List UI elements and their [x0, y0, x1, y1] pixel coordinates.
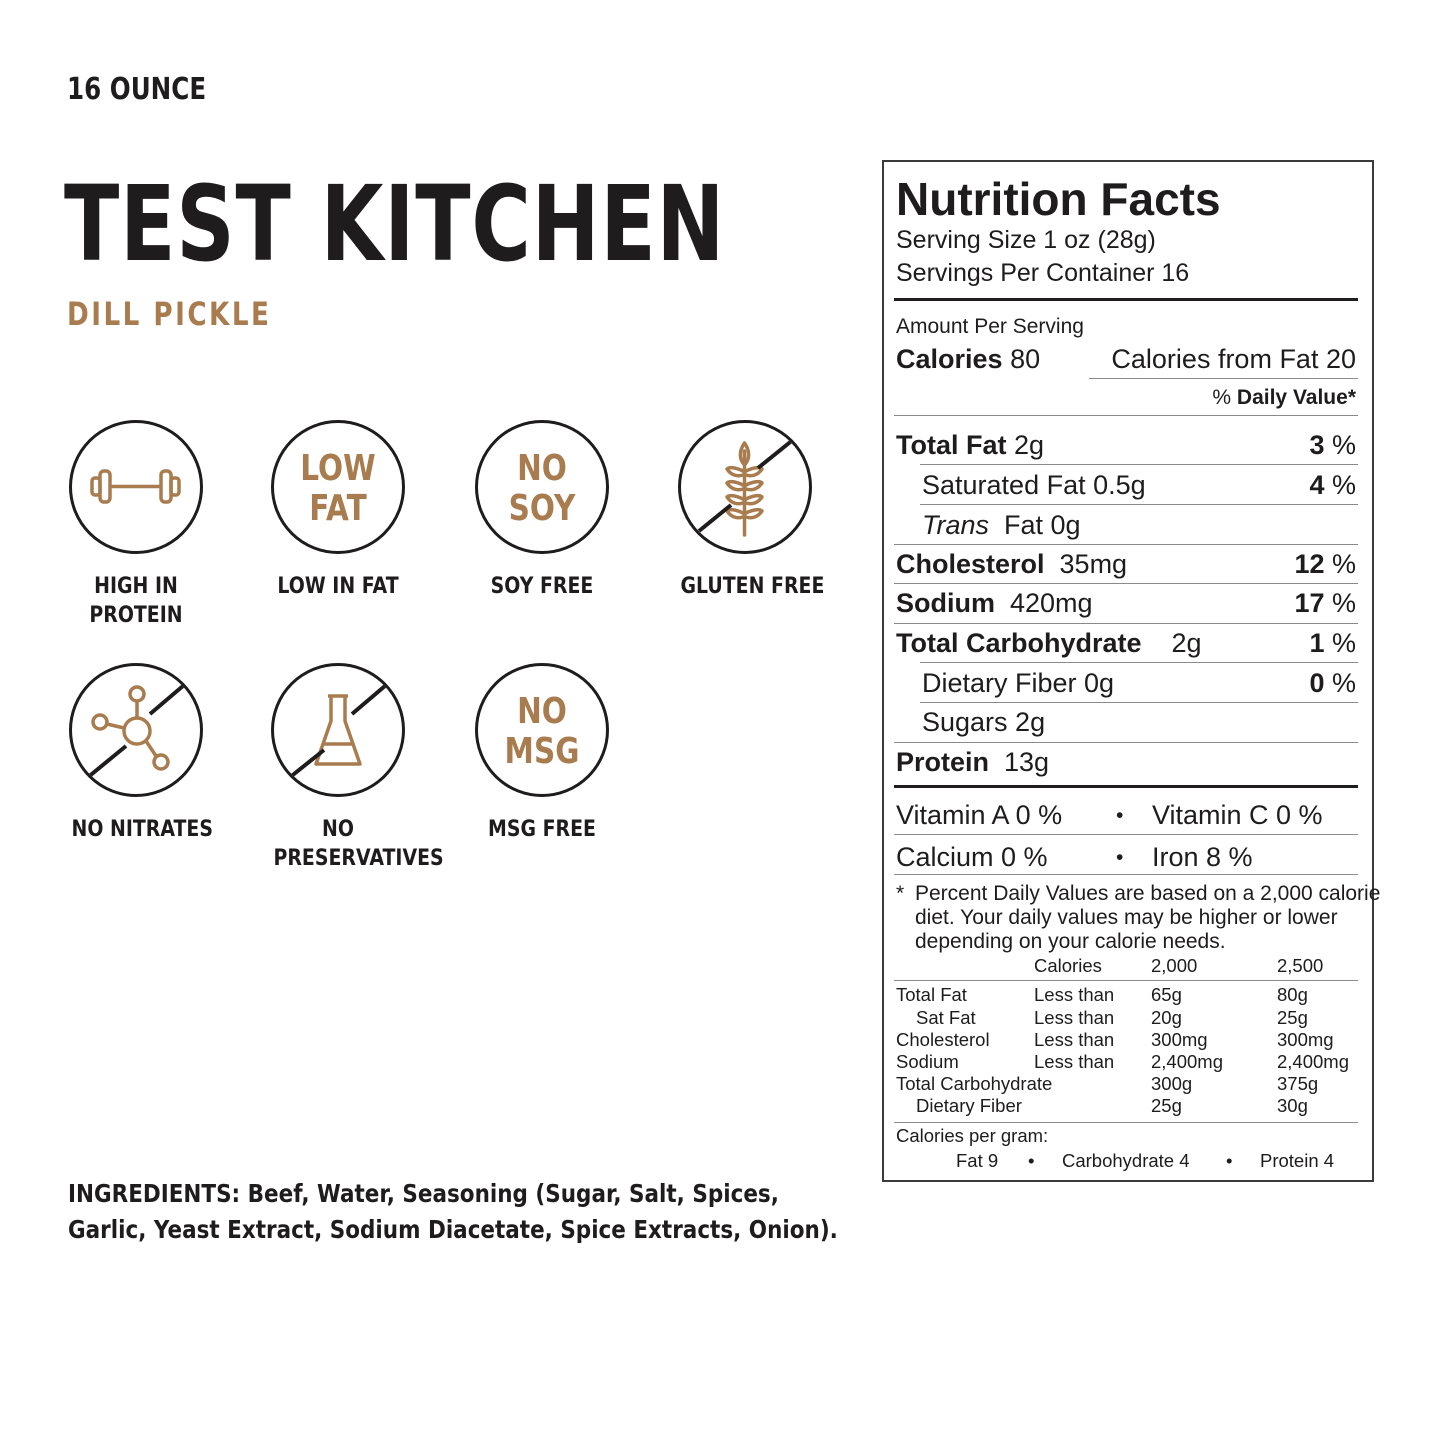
table-head-2000: 2,000 [1151, 955, 1198, 976]
divider [894, 834, 1358, 835]
vitamin-c: Vitamin C 0 % [1152, 800, 1323, 830]
divider [894, 415, 1358, 416]
divider [894, 980, 1358, 981]
percent-unit: % [1324, 549, 1356, 579]
divider [894, 785, 1358, 788]
calories-row [896, 344, 1040, 375]
bullet: • [1226, 1150, 1233, 1171]
badge-caption: LOW IN FAT [277, 574, 399, 599]
flask-crossed-icon [271, 663, 405, 797]
dv-row-v1: 25g [1151, 1095, 1182, 1116]
nutrient-row-cholesterol [896, 549, 1127, 580]
nutrient-row-saturated-fat: Saturated Fat 0.5g [922, 470, 1146, 500]
badge-no-nitrates [61, 663, 211, 844]
divider [894, 1122, 1358, 1123]
dv-row-cond: Less than [1034, 1029, 1115, 1050]
dv-row-cond: Less than [1034, 984, 1115, 1005]
badge-caption: PROTEIN [89, 603, 183, 628]
footnote-line: diet. Your daily values may be higher or lower [915, 906, 1338, 929]
table-head-calories: Calories [1034, 955, 1102, 976]
nutrient-label: Sodium [896, 588, 995, 618]
nutrient-label: Cholesterol [896, 549, 1045, 579]
badge-soy-free [467, 420, 617, 601]
nutrient-label: Trans [922, 510, 990, 540]
vitamin-a: Vitamin A 0 % [896, 800, 1063, 830]
dv-row-v1: 65g [1151, 984, 1182, 1005]
percent-unit: % [1324, 668, 1356, 698]
badge-word: MSG [504, 731, 580, 772]
percent-unit: % [1324, 628, 1356, 658]
dv-row-v1: 2,400mg [1151, 1051, 1223, 1072]
flavor-name: DILL PICKLE [67, 295, 272, 333]
fat-per-gram: Fat 9 [956, 1150, 999, 1171]
nutrient-value: Fat 0g [989, 510, 1081, 540]
daily-value-header [1212, 386, 1356, 410]
nutrient-row-sugars: Sugars 2g [922, 707, 1046, 737]
calories-per-gram: Calories per gram: [896, 1125, 1049, 1146]
badge-gluten-free [670, 420, 825, 601]
nutrient-percent [1309, 628, 1356, 659]
protein-per-gram: Protein 4 [1260, 1150, 1335, 1171]
badge-word: SOY [508, 488, 576, 529]
nutrient-percent [1309, 668, 1356, 699]
nutrient-row-total-fat [896, 430, 1044, 461]
amount-per-serving: Amount Per Serving [896, 315, 1084, 338]
nutrient-label: Total Carbohydrate [896, 628, 1142, 658]
badge-caption: SOY FREE [490, 574, 594, 599]
ingredients-list [68, 1176, 838, 1248]
divider [894, 874, 1358, 875]
nutrition-title: Nutrition Facts [896, 173, 1221, 225]
dv-row-v2: 80g [1277, 984, 1308, 1005]
dv-row-v2: 30g [1277, 1095, 1308, 1116]
badge-caption: NO [322, 817, 354, 842]
badge-word: NO [517, 691, 567, 732]
servings-per-container: Servings Per Container 16 [896, 259, 1190, 287]
nutrient-row-dietary-fiber: Dietary Fiber 0g [922, 668, 1115, 698]
molecule-crossed-icon [69, 663, 203, 797]
nutrient-percent [1309, 430, 1356, 461]
badge-word: FAT [309, 488, 367, 529]
nutrient-label: Total Fat [896, 430, 1007, 460]
nutrient-value: 13g [989, 747, 1050, 777]
divider [920, 662, 1358, 663]
nutrient-label: Protein [896, 747, 990, 777]
percent-unit: % [1324, 430, 1356, 460]
dv-row-cond: Less than [1034, 1007, 1115, 1028]
dv-row-name: Cholesterol [896, 1029, 990, 1050]
badge-high-protein [61, 420, 211, 630]
dv-row-name: Sodium [896, 1051, 959, 1072]
nutrition-facts-panel [882, 160, 1381, 1182]
badge-no-preservatives [263, 663, 444, 873]
nutrient-percent [1309, 470, 1356, 501]
package-size: 16 OUNCE [67, 72, 207, 107]
dv-row-v2: 300mg [1277, 1029, 1334, 1050]
dv-row-v2: 25g [1277, 1007, 1308, 1028]
badge-word: NO [517, 448, 567, 489]
divider [894, 298, 1358, 301]
daily-value-prefix: % [1212, 386, 1237, 409]
badge-low-fat [263, 420, 413, 601]
iron: Iron 8 % [1152, 842, 1253, 872]
footnote-star: * [896, 882, 905, 905]
bullet: • [1028, 1150, 1035, 1171]
percent-value: 4 [1309, 470, 1325, 500]
table-head-2500: 2,500 [1277, 955, 1324, 976]
badge-caption: NO NITRATES [71, 817, 213, 842]
calories-from-fat: Calories from Fat 20 [1111, 344, 1356, 374]
dv-row-name: Total Fat [896, 984, 967, 1005]
wheat-crossed-icon [678, 420, 812, 554]
brand-title: TEST KITCHEN [64, 163, 726, 285]
divider [920, 702, 1358, 703]
no-soy-icon [475, 420, 609, 554]
percent-unit: % [1324, 470, 1356, 500]
divider [894, 544, 1358, 545]
nutrient-row-protein [896, 747, 1049, 778]
nutrient-value: 2g [1006, 430, 1045, 460]
badge-caption: GLUTEN FREE [680, 574, 825, 599]
percent-value: 17 [1294, 588, 1325, 618]
dv-row-name: Sat Fat [916, 1007, 976, 1028]
divider [920, 464, 1358, 465]
nutrient-percent [1294, 549, 1356, 580]
percent-value: 12 [1294, 549, 1325, 579]
dv-row-v1: 300mg [1151, 1029, 1208, 1050]
percent-value: 0 [1309, 668, 1325, 698]
nutrient-value: 35mg [1044, 549, 1128, 579]
no-msg-icon [475, 663, 609, 797]
badge-caption: MSG FREE [488, 817, 596, 842]
nutrient-row-trans-fat [922, 510, 1081, 541]
divider [894, 742, 1358, 743]
footnote-line: Percent Daily Values are based on a 2,000 calorie [915, 882, 1381, 905]
low-fat-icon [271, 420, 405, 554]
calories-label: Calories [896, 344, 1003, 374]
dumbbell-icon [69, 420, 203, 554]
divider [1089, 378, 1358, 379]
footnote-line: depending on your calorie needs. [915, 930, 1226, 953]
badge-word: LOW [300, 448, 376, 489]
dv-row-v1: 20g [1151, 1007, 1182, 1028]
percent-unit: % [1324, 588, 1356, 618]
calories-value: 80 [1002, 344, 1041, 374]
daily-value-label: Daily Value* [1236, 386, 1356, 409]
divider [920, 504, 1358, 505]
nutrient-row-total-carbohydrate [896, 628, 1202, 659]
dv-row-v1: 300g [1151, 1073, 1193, 1094]
badge-caption: HIGH IN [94, 574, 178, 599]
percent-value: 3 [1309, 430, 1325, 460]
serving-size: Serving Size 1 oz (28g) [896, 226, 1156, 254]
dv-row-name: Total Carbohydrate [896, 1073, 1053, 1094]
nutrient-row-sodium [896, 588, 1093, 619]
bullet: • [1116, 804, 1124, 827]
badge-msg-free [467, 663, 617, 844]
dv-row-v2: 375g [1277, 1073, 1319, 1094]
percent-value: 1 [1309, 628, 1325, 658]
dv-row-name: Dietary Fiber [916, 1095, 1022, 1116]
nutrient-value: 420mg [995, 588, 1093, 618]
calcium: Calcium 0 % [896, 842, 1048, 872]
divider [894, 623, 1358, 624]
divider [894, 583, 1358, 584]
carb-per-gram: Carbohydrate 4 [1062, 1150, 1190, 1171]
bullet: • [1116, 846, 1124, 869]
badge-caption: PRESERVATIVES [273, 846, 444, 871]
nutrient-value: 2g [1141, 628, 1202, 658]
ingredients-line: Garlic, Yeast Extract, Sodium Diacetate, Spice Extracts, Onion). [68, 1215, 838, 1244]
nutrient-percent [1294, 588, 1356, 619]
ingredients-line: INGREDIENTS: Beef, Water, Seasoning (Sugar, Salt, Spices, [68, 1179, 779, 1208]
dv-row-v2: 2,400mg [1277, 1051, 1349, 1072]
dv-row-cond: Less than [1034, 1051, 1115, 1072]
